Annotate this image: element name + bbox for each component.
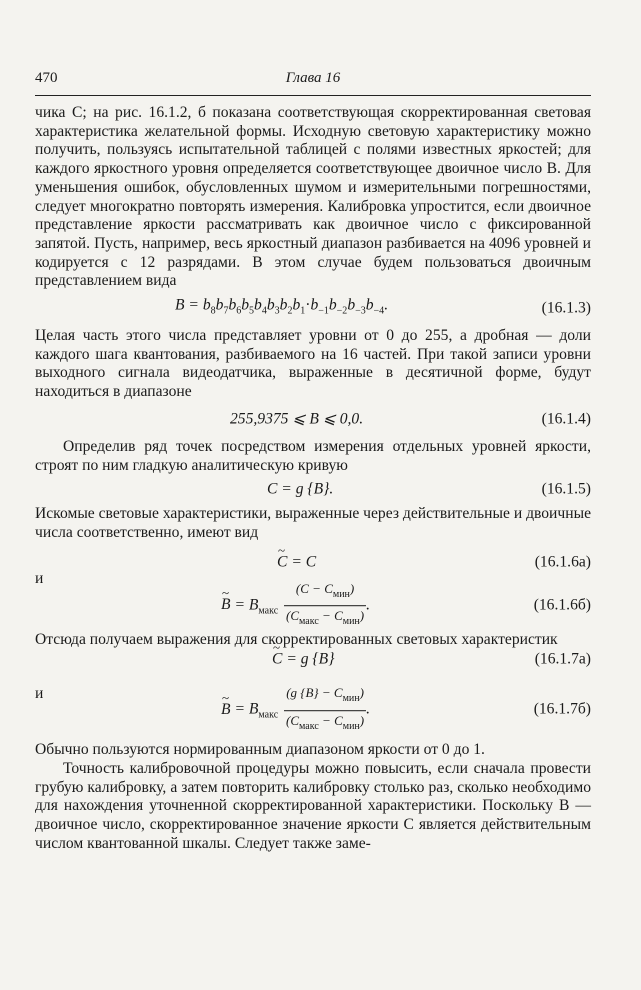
bit-term: $b_5$ xyxy=(241,296,255,317)
bit-term: $b_{-3}$ xyxy=(347,296,366,317)
paragraph-1: чика C; на рис. 16.1.2, б показана соответствующая скорректированная световая характеристика желательной формы. Исходную световую характеристику можно получить, пользуясь испытательной таблицей с полями известных яркостей; для каждого яркостного уровня определяется соответствующее двоичное число B. Для уменьшения ошибок, обусловленных шумом и измерительными погрешностями, следует многократно повторять измерения. Калибровка упростится, если двоичное представление яркости рассматривать как двоичное число с фиксированной запятой. Пусть, например, весь яркостный диапазон разбивается на 4096 уровней и кодируется с 12 разрядами. В этом случае будем пользоваться двоичным представлением вида xyxy=(35,104,591,290)
bit-term: $b_4$ xyxy=(254,296,267,317)
equation-16-1-6a xyxy=(35,543,591,583)
equation-number: (16.1.6б) xyxy=(533,596,591,614)
paragraph-2: Целая часть этого числа представляет уровни от 0 до 255, а дробная — доли каждого шага квантования, разбиваемого на 16 частей. При такой записи уровни выходного сигнала видеодатчика, выраженные в десятичной форме, будут находиться в диапазоне xyxy=(35,327,591,401)
equation-number: (16.1.7а) xyxy=(534,651,591,669)
equation-formula: ~ $B = B_{макс}$ $\frac{(C - C_{мин})}{(C_{макс} - C_{мин})}$ . xyxy=(221,580,370,632)
equation-16-1-6b xyxy=(35,580,591,629)
equation-16-1-4 xyxy=(35,402,591,438)
equation-number: (16.1.6а) xyxy=(534,553,591,571)
paragraph-7: Точность калибровочной процедуры можно повысить, если сначала провести грубую калибровку, а затем повторить калибровку столько раз, сколько необходимо для нахождения уточненной скорректированной характеристики. Поскольку B — двоичное число, скорректированное значение яркости C является действительным числом квантованной шкалы. Следует также заме- xyxy=(35,760,591,852)
equation-formula: 255,9375 ⩽ B ⩽ 0,0. xyxy=(230,410,364,428)
bit-term: $b_1$ xyxy=(292,296,306,317)
page-header xyxy=(35,70,591,92)
equation-formula: ~ C = g {B} xyxy=(272,651,334,670)
equation-16-1-3 xyxy=(35,291,591,327)
bit-term: $b_7$ xyxy=(215,296,229,317)
equation-16-1-7a xyxy=(35,641,591,679)
equation-formula: $B = b_8b_7b_6b_5b_4b_3b_2b_1\cdot b_{-1}b_{-2}b_{-3}b_{-4}$. xyxy=(175,296,389,317)
equation-number: (16.1.7б) xyxy=(533,701,591,719)
bit-term: $b_{-4}$ xyxy=(365,296,385,317)
bit-term: $b_{-2}$ xyxy=(328,296,348,317)
bit-term: $b_3$ xyxy=(266,296,280,317)
binary-digits: $b_8b_7b_6b_5b_4b_3b_2b_1\cdot b_{-1}b_{-2}b_{-3}b_{-4}$ xyxy=(202,296,385,317)
equation-16-1-5 xyxy=(35,475,591,505)
bit-term: $b_2$ xyxy=(279,296,293,317)
conjunction-and: и xyxy=(35,569,44,587)
equation-number: (16.1.3) xyxy=(541,299,591,317)
paragraph-5: Отсюда получаем выражения для скорректированных световых характеристик xyxy=(35,630,558,648)
equation-formula: ~ $B = B_{макс}$ $\frac{(g \{B\} - C_{мин})}{(C_{макс} - C_{мин})}$ . xyxy=(221,685,370,737)
bit-term: $b_8$ xyxy=(202,296,216,317)
paragraph-4: Искомые световые характеристики, выраженные через действительные и двоичные числа соответственно, имеют вид xyxy=(35,505,591,541)
page-body xyxy=(35,104,591,854)
equation-16-1-7b xyxy=(35,679,591,741)
equation-number: (16.1.5) xyxy=(541,480,591,498)
conjunction-and: и xyxy=(35,685,44,703)
chapter-title: Глава 16 xyxy=(285,70,341,86)
bit-term: $b_{-1}$ xyxy=(310,296,329,317)
equation-formula: ~ C = C xyxy=(277,553,316,572)
equation-number: (16.1.4) xyxy=(541,410,591,428)
header-rule xyxy=(35,95,591,96)
bit-term: $b_6$ xyxy=(228,296,242,317)
page-number: 470 xyxy=(35,70,58,86)
paragraph-6: Обычно пользуются нормированным диапазоном яркости от 0 до 1. xyxy=(35,741,485,759)
paragraph-3: Определив ряд точек посредством измерения отдельных уровней яркости, строят по ним гладкую аналитическую кривую xyxy=(35,437,591,474)
equation-formula: C = g {B}. xyxy=(267,480,334,498)
